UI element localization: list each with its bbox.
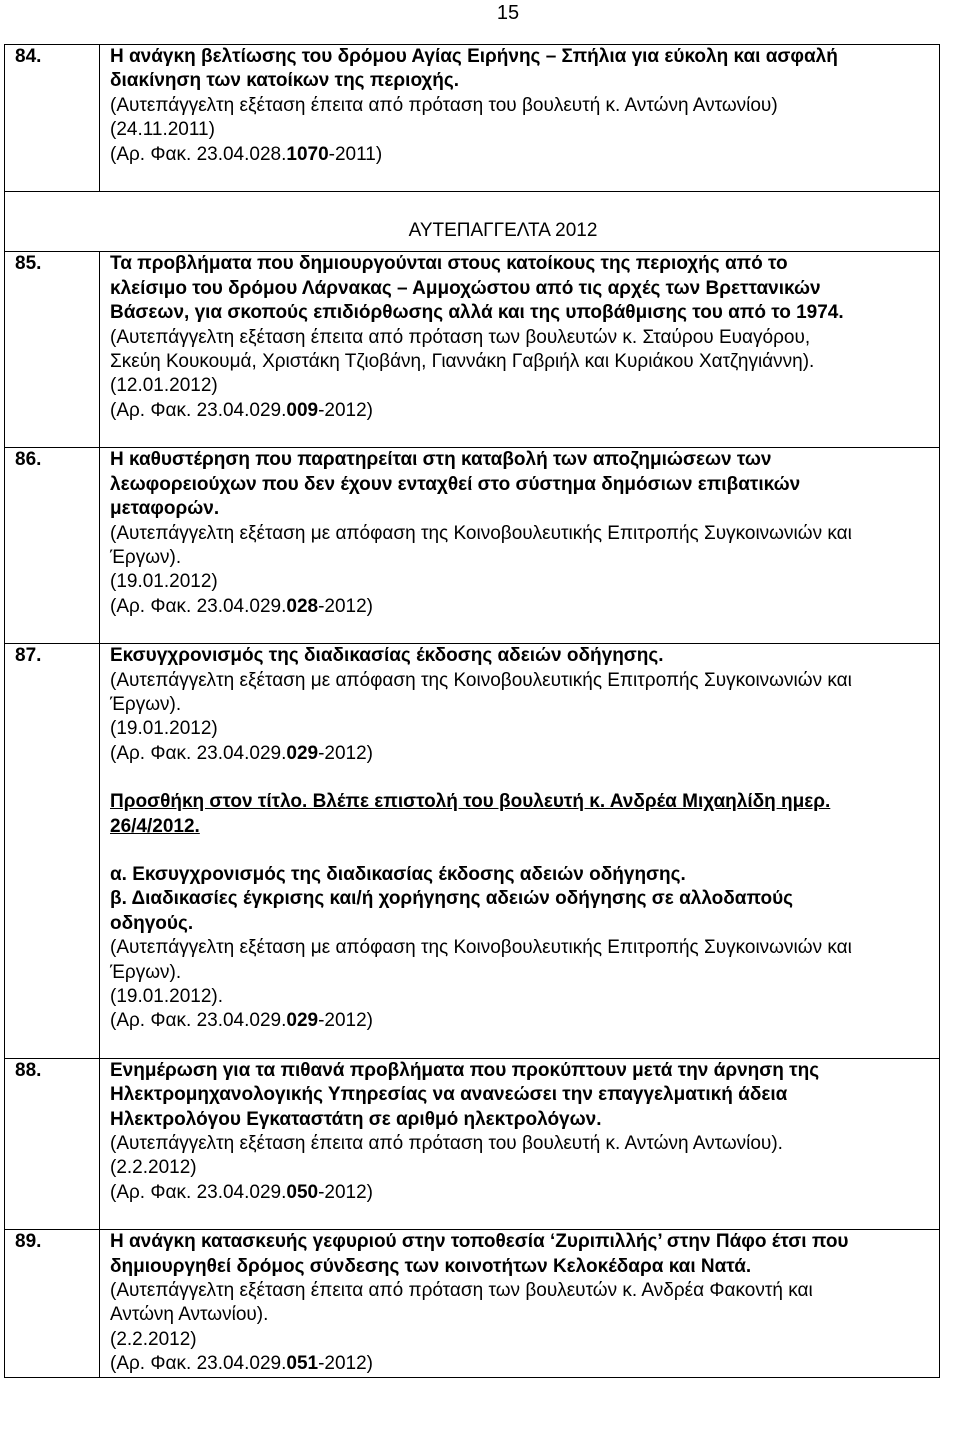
item-note: (Αυτεπάγγελτη εξέταση έπειτα από πρόταση των βουλευτών κ. Ανδρέα Φακοντή και: [110, 1280, 813, 1302]
item-85-row: [5, 252, 940, 448]
item-title: Η ανάγκη βελτίωσης του δρόμου Αγίας Ειρήνης – Σπήλια για εύκολη και ασφαλή: [110, 46, 838, 67]
item-note: (Αυτεπάγγελτη εξέταση με απόφαση της Κοινοβουλευτικής Επιτροπής Συγκοινωνιών και: [110, 522, 852, 544]
item-note: Έργων).: [110, 693, 182, 715]
file-number: (Αρ. Φακ. 23.04.029.050-2012): [110, 1181, 373, 1203]
file-number: (Αρ. Φακ. 23.04.029.009-2012): [110, 399, 373, 421]
title-addition-note: Προσθήκη στον τίτλο. Βλέπε επιστολή του βουλευτή κ. Ανδρέα Μιχαηλίδη ημερ.: [110, 791, 831, 813]
item-title: μεταφορών.: [110, 498, 220, 520]
item-85-body: [100, 252, 940, 448]
section-heading: ΑΥΤΕΠΑΓΓΕΛΤΑ 2012: [408, 220, 598, 242]
item-date: (2.2.2012): [110, 1157, 197, 1179]
item-number: 87.: [5, 644, 100, 1059]
item-84-body: [100, 45, 940, 192]
item-number: 89.: [5, 1230, 100, 1377]
item-title: Ηλεκτρολόγου Εγκαταστάτη σε αριθμό ηλεκτρολόγων.: [110, 1108, 602, 1130]
sub-item-b: οδηγούς.: [110, 912, 194, 934]
item-87-body: [100, 644, 940, 1059]
item-88-body: [100, 1058, 940, 1229]
file-number: (Αρ. Φακ. 23.04.029.029-2012): [110, 1010, 373, 1032]
item-title: κλείσιμο του δρόμου Λάρνακας – Αμμοχώστου από τις αρχές των Βρεττανικών: [110, 277, 821, 299]
item-date: (2.2.2012): [110, 1328, 197, 1350]
item-note: Σκεύη Κουκουμά, Χριστάκη Τζιοβάνη, Γιαννάκη Γαβριήλ και Κυριάκου Χατζηγιάννη).: [110, 351, 815, 373]
section-heading-row: [5, 192, 940, 252]
item-note: (Αυτεπάγγελτη εξέταση έπειτα από πρόταση του βουλευτή κ. Αντώνη Αντωνίου): [110, 94, 778, 116]
item-note: Έργων).: [110, 961, 182, 983]
item-84-row: [5, 45, 940, 192]
item-87-row: [5, 644, 940, 1059]
item-86-row: [5, 448, 940, 644]
item-number: 88.: [5, 1058, 100, 1229]
item-number: 85.: [5, 252, 100, 448]
item-title: λεωφορειούχων που δεν έχουν ενταχθεί στο σύστημα δημόσιων επιβατικών: [110, 473, 801, 495]
item-number: 86.: [5, 448, 100, 644]
item-title: Ενημέρωση για τα πιθανά προβλήματα που προκύπτουν μετά την άρνηση της: [110, 1059, 820, 1081]
file-number: (Αρ. Φακ. 23.04.029.051-2012): [110, 1353, 373, 1375]
item-date: (12.01.2012): [110, 375, 218, 397]
sub-item-a: α. Εκσυγχρονισμός της διαδικασίας έκδοσης αδειών οδήγησης.: [110, 863, 686, 885]
item-title: Η καθυστέρηση που παρατηρείται στη καταβολή των αποζημιώσεων των: [110, 449, 772, 471]
agenda-document: [0, 44, 960, 1378]
item-89-row: [5, 1230, 940, 1377]
page-number: 15: [496, 2, 520, 24]
file-number: (Αρ. Φακ. 23.04.028.1070-2011): [110, 143, 383, 165]
file-number: (Αρ. Φακ. 23.04.029.028-2012): [110, 595, 373, 617]
item-note: (Αυτεπάγγελτη εξέταση έπειτα από πρόταση των βουλευτών κ. Σταύρου Ευαγόρου,: [110, 326, 811, 348]
item-title: Εκσυγχρονισμός της διαδικασίας έκδοσης αδειών οδήγησης.: [110, 645, 664, 667]
item-89-body: [100, 1230, 940, 1377]
item-number: 84.: [5, 45, 100, 192]
item-note: (Αυτεπάγγελτη εξέταση με απόφαση της Κοινοβουλευτικής Επιτροπής Συγκοινωνιών και: [110, 669, 852, 691]
agenda-table: [4, 44, 940, 1378]
item-88-row: [5, 1058, 940, 1229]
item-date: (24.11.2011): [110, 119, 215, 141]
item-title: Τα προβλήματα που δημιουργούνται στους κατοίκους της περιοχής από το: [110, 253, 788, 275]
sub-item-b: β. Διαδικασίες έγκρισης και/ή χορήγησης αδειών οδήγησης σε αλλοδαπούς: [110, 888, 794, 910]
item-title: Η ανάγκη κατασκευής γεφυριού στην τοποθεσία ‘Ζυριπιλλής’ στην Πάφο έτσι που: [110, 1231, 849, 1253]
item-note: (Αυτεπάγγελτη εξέταση έπειτα από πρόταση του βουλευτή κ. Αντώνη Αντωνίου).: [110, 1133, 783, 1155]
item-date: (19.01.2012): [110, 571, 218, 593]
item-note: Έργων).: [110, 546, 182, 568]
item-86-body: [100, 448, 940, 644]
file-number: (Αρ. Φακ. 23.04.029.029-2012): [110, 742, 373, 764]
item-note: (Αυτεπάγγελτη εξέταση με απόφαση της Κοινοβουλευτικής Επιτροπής Συγκοινωνιών και: [110, 937, 852, 959]
item-title: διακίνηση των κατοίκων της περιοχής.: [110, 70, 460, 92]
item-date: (19.01.2012).: [110, 986, 224, 1007]
item-note: Αντώνη Αντωνίου).: [110, 1304, 269, 1326]
item-title: Ηλεκτρομηχανολογικής Υπηρεσίας να ανανεώσει την επαγγελματική άδεια: [110, 1084, 788, 1106]
item-title: Βάσεων, για σκοπούς επιδιόρθωσης αλλά και της υποβάθμισης του από το 1974.: [110, 302, 844, 324]
item-title: δημιουργηθεί δρόμος σύνδεσης των κοινοτήτων Κελοκέδαρα και Νατά.: [110, 1255, 752, 1277]
title-addition-date: 26/4/2012.: [110, 815, 200, 837]
item-date: (19.01.2012): [110, 718, 218, 740]
